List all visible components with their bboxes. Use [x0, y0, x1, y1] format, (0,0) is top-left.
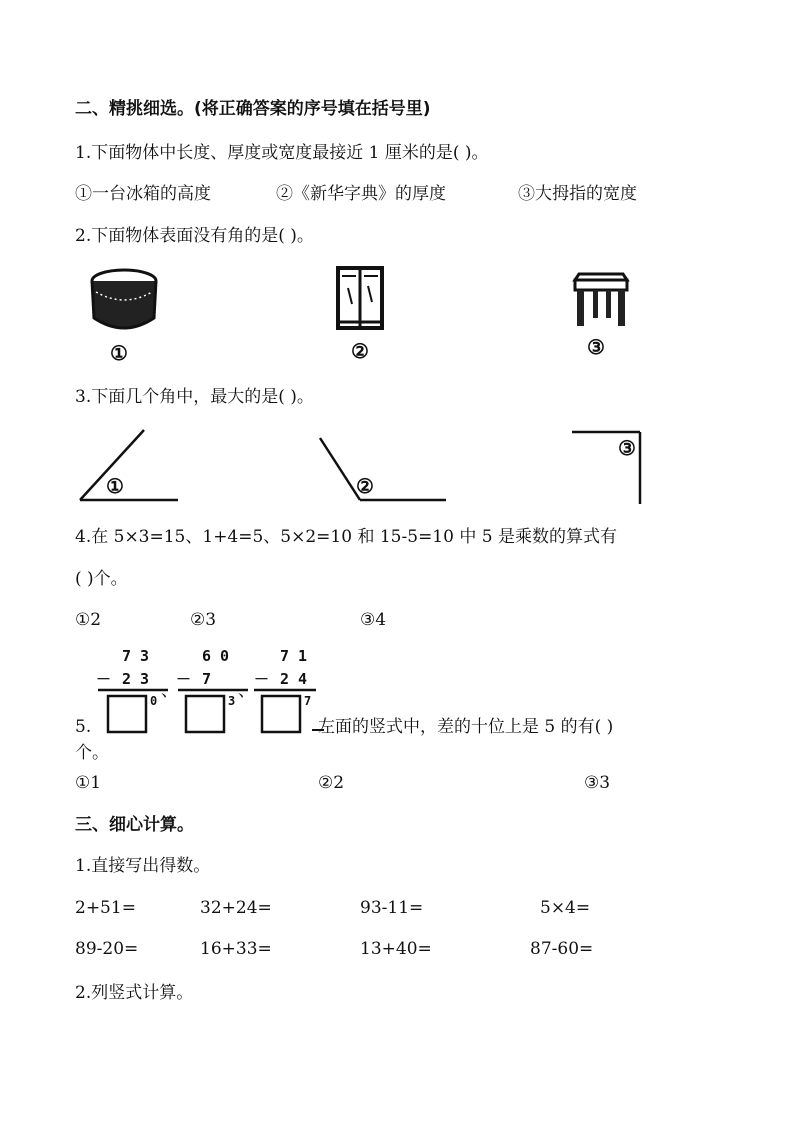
vertical-3-digit: 7	[304, 694, 312, 708]
q4-option-3: ③4	[360, 610, 387, 630]
option-1: ①一台冰箱的高度	[75, 184, 211, 204]
angle-label-2: ②	[356, 474, 374, 498]
calc-item: 89-20=	[75, 939, 139, 959]
cabinet-icon	[336, 266, 384, 332]
image-label-3: ③	[587, 335, 605, 359]
angle-label-3: ③	[618, 436, 636, 460]
question-5-number: 5.	[75, 717, 92, 737]
vertical-1-bottom: 2 3	[122, 670, 150, 688]
vertical-3-frame	[254, 690, 324, 736]
q5-option-1: ①1	[75, 773, 102, 793]
section3-question-1: 1.直接写出得数。	[75, 856, 211, 876]
calc-item: 16+33=	[200, 939, 272, 959]
section-title: 二、精挑细选。(将正确答案的序号填在括号里)	[75, 99, 431, 119]
section3-title: 三、细心计算。	[75, 815, 194, 835]
calc-item: 2+51=	[75, 898, 136, 918]
question-3: 3.下面几个角中，最大的是( )。	[75, 387, 314, 407]
vertical-3-bottom: 2 4	[280, 670, 308, 688]
vertical-1-top: 7 3	[122, 647, 150, 665]
image-label-1: ①	[110, 341, 128, 365]
calc-item: 87-60=	[530, 939, 594, 959]
section3-question-2: 2.列竖式计算。	[75, 983, 194, 1003]
vertical-2-bottom: 7	[202, 670, 212, 688]
q5-option-3: ③3	[584, 773, 611, 793]
vertical-2-top: 6 0	[202, 647, 230, 665]
calc-item: 13+40=	[360, 939, 432, 959]
question-5-cont: 个。	[75, 743, 109, 763]
vertical-3-top: 7 1	[280, 647, 308, 665]
q5-option-2: ②2	[318, 773, 345, 793]
q4-option-1: ①2	[75, 610, 102, 630]
separator-2: 、	[238, 681, 255, 701]
vertical-1-frame	[98, 690, 168, 736]
angle-label-1: ①	[106, 474, 124, 498]
calc-item: 5×4=	[540, 898, 591, 918]
separator-1: 、	[161, 681, 178, 701]
vertical-3-op: －	[254, 670, 270, 688]
angle-1-icon	[78, 428, 182, 504]
vertical-1-op: －	[96, 670, 112, 688]
question-4: 4.在 5×3=15、1+4=5、5×2=10 和 15-5=10 中 5 是乘数的算式有	[75, 527, 617, 547]
q4-option-2: ②3	[190, 610, 217, 630]
vertical-2-op: －	[176, 670, 192, 688]
option-3: ③大拇指的宽度	[518, 184, 637, 204]
question-2: 2.下面物体表面没有角的是( )。	[75, 226, 314, 246]
vertical-2-digit: 3	[228, 694, 236, 708]
question-1: 1.下面物体中长度、厚度或宽度最接近 1 厘米的是( )。	[75, 143, 489, 163]
angle-2-icon	[318, 436, 450, 504]
question-5: 左面的竖式中，差的十位上是 5 的有( )	[318, 717, 614, 737]
drum-icon	[88, 268, 160, 334]
image-label-2: ②	[351, 339, 369, 363]
option-2: ②《新华字典》的厚度	[276, 184, 446, 204]
calc-item: 32+24=	[200, 898, 272, 918]
vertical-1-digit: 0	[150, 694, 158, 708]
stool-icon	[571, 270, 631, 330]
question-4-cont: ( )个。	[75, 569, 128, 589]
calc-item: 93-11=	[360, 898, 424, 918]
